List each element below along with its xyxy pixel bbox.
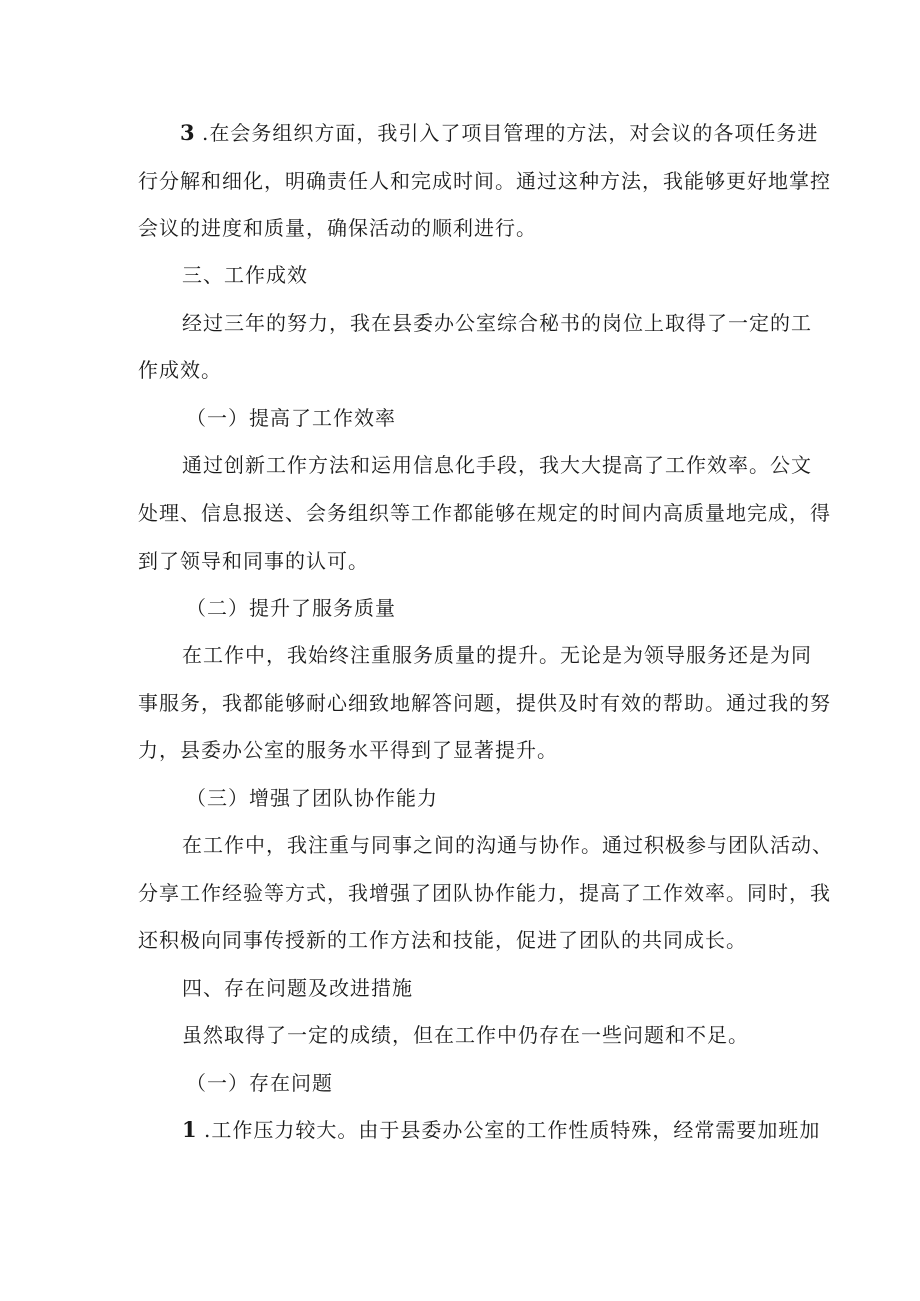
paragraph-line: 行分解和细化，明确责任人和完成时间。通过这种方法，我能够更好地掌控: [138, 169, 831, 193]
paragraph-line: 虽然取得了一定的成绩，但在工作中仍存在一些问题和不足。: [182, 1023, 749, 1047]
section-heading-four: 四、存在问题及改进措施: [182, 976, 413, 1000]
subheading-1: （一）提高了工作效率: [186, 406, 396, 430]
paragraph-line: 还积极向同事传授新的工作方法和技能，促进了团队的共同成长。: [138, 928, 747, 952]
paragraph-line: 会议的进度和质量，确保活动的顺利进行。: [138, 216, 537, 240]
subheading-3: （三）增强了团队协作能力: [186, 786, 438, 810]
section-heading-three: 三、工作成效: [182, 263, 308, 287]
paragraph-line: 事服务，我都能够耐心细致地解答问题，提供及时有效的帮助。通过我的努: [138, 691, 831, 715]
paragraph-line: 分享工作经验等方式，我增强了团队协作能力，提高了工作效率。同时，我: [138, 881, 831, 905]
paragraph-line: 在工作中，我始终注重服务质量的提升。无论是为领导服务还是为同: [182, 643, 812, 667]
subheading-2: （二）提升了服务质量: [186, 596, 396, 620]
paragraph-line: 在工作中，我注重与同事之间的沟通与协作。通过积极参与团队活动、: [182, 833, 833, 857]
paragraph-line: 1 .工作压力较大。由于县委办公室的工作性质特殊，经常需要加班加: [182, 1117, 821, 1142]
paragraph-line: 3 .在会务组织方面，我引入了项目管理的方法，对会议的各项任务进: [180, 120, 819, 145]
list-number: 1: [182, 1117, 197, 1142]
paragraph-line: 经过三年的努力，我在县委办公室综合秘书的岗位上取得了一定的工: [182, 311, 812, 335]
list-number: 3: [180, 120, 195, 145]
paragraph-line: 到了领导和同事的认可。: [138, 549, 369, 573]
paragraph-line: 力，县委办公室的服务水平得到了显著提升。: [138, 738, 558, 762]
subheading-4: （一）存在问题: [186, 1071, 333, 1095]
paragraph-line: 作成效。: [138, 358, 222, 382]
paragraph-line: 处理、信息报送、会务组织等工作都能够在规定的时间内高质量地完成，得: [138, 501, 831, 525]
paragraph-line: 通过创新工作方法和运用信息化手段，我大大提高了工作效率。公文: [182, 453, 812, 477]
